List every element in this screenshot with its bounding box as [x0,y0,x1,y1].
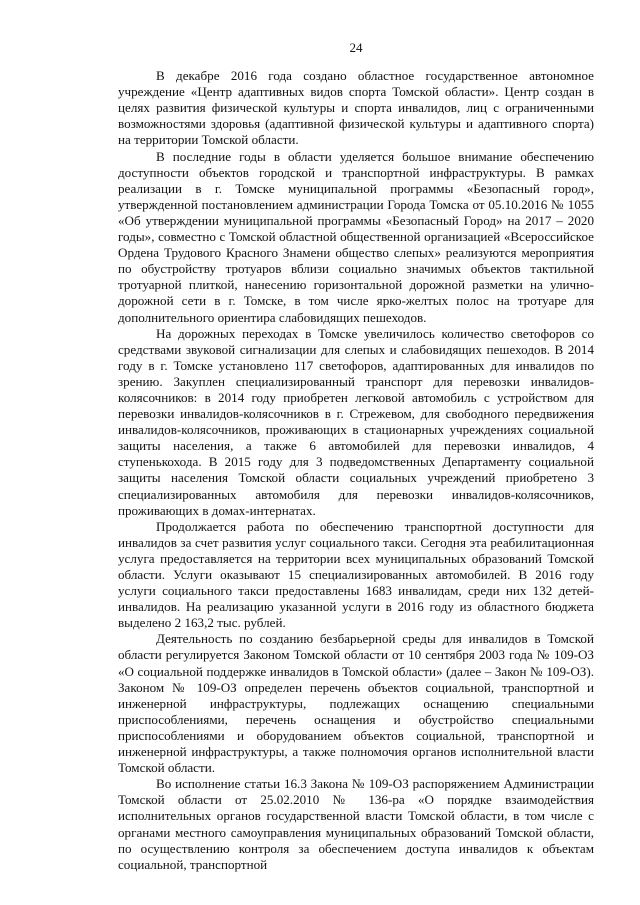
paragraph-social-taxi: Продолжается работа по обеспечению транспортной доступности для инвалидов за счет развития услуг социального такси. Сегодня эта реабилитационная услуга предоставляется на территории всех муниципальных образований Томской области. Услуги оказывают 15 специализированных автомобилей. В 2016 году услуги социального такси предоставлены 1683 инвалидам, среди них 132 детей-инвалидов. На реализацию указанной услуги в 2016 году из областного бюджета выделено 2 163,2 тыс. рублей. [118,518,594,631]
paragraph-barrier-free-law: Деятельность по созданию безбарьерной среды для инвалидов в Томской области регулируется Законом Томской области от 10 сентября 2003 года № 109-ОЗ «О социальной поддержке инвалидов в Томской области» (далее – Закон № 109-ОЗ). Законом № 109-ОЗ определен перечень объектов социальной, транспортной и инженерной инфраструктуры, подлежащих оснащению специальными приспособлениями, перечень оснащения и обустройство специальными приспособлениями и оборудованием объектов социальной, транспортной и инженерной инфраструктуры, а также полномочия органов исполнительной власти Томской области. [118,631,594,776]
page-number: 24 [349,40,363,55]
paragraph-safe-city-program: В последние годы в области уделяется большое внимание обеспечению доступности объектов городской и транспортной инфраструктуры. В рамках реализации в г. Томске муниципальной программы «Безопасный город», утвержденной постановлением администрации Города Томска от 05.10.2016 № 1055 «Об утверждении муниципальной программы «Безопасный Город» на 2017 – 2020 годы», совместно с Томской областной общественной организацией «Всероссийское Ордена Трудового Красного Знамени общество слепых» реализуются мероприятия по обустройству тротуаров вблизи социально значимых объектов тактильной тротуарной плиткой, нанесению горизонтальной дорожной разметки на улично-дорожной сети в г. Томске, в том числе ярко-желтых полос на тротуаре для дополнительного ориентира слабовидящих пешеходов. [118,148,594,325]
paragraph-traffic-lights-transport: На дорожных переходах в Томске увеличилось количество светофоров со средствами звуковой сигнализации для слепых и слабовидящих пешеходов. В 2014 году в г. Томске установлено 117 светофоров, адаптированных для инвалидов по зрению. Закуплен специализированный транспорт для перевозки инвалидов-колясочников: в 2014 году приобретен легковой автомобиль с устройством для перевозки инвалидов-колясочников в г. Стрежевом, для свободного передвижения инвалидов-колясочников, проживающих в стационарных учреждениях социальной защиты населения, а также 6 автомобилей для перевозки инвалидов, 4 ступенькохода. В 2015 году для 3 подведомственных Департаменту социальной защиты населения Томской области социальных учреждений приобретено 3 специализированных автомобиля для перевозки инвалидов-колясочников, проживающих в домах-интернатах. [118,325,594,518]
paragraph-adaptive-sports-center: В декабре 2016 года создано областное государственное автономное учреждение «Центр адаптивных видов спорта Томской области». Центр создан в целях развития физической культуры и спорта инвалидов, лиц с ограниченными возможностями здоровья (адаптивной физической культуры и адаптивного спорта) на территории Томской области. [118,68,594,148]
paragraph-article-16-3: Во исполнение статьи 16.3 Закона № 109-ОЗ распоряжением Администрации Томской области от 25.02.2010 № 136-ра «О порядке взаимодействия исполнительных органов государственной власти Томской области, в том числе с органами местного самоуправления муниципальных образований Томской области, по осуществлению контроля за обеспечением доступа инвалидов к объектам социальной, транспортной [118,776,594,872]
